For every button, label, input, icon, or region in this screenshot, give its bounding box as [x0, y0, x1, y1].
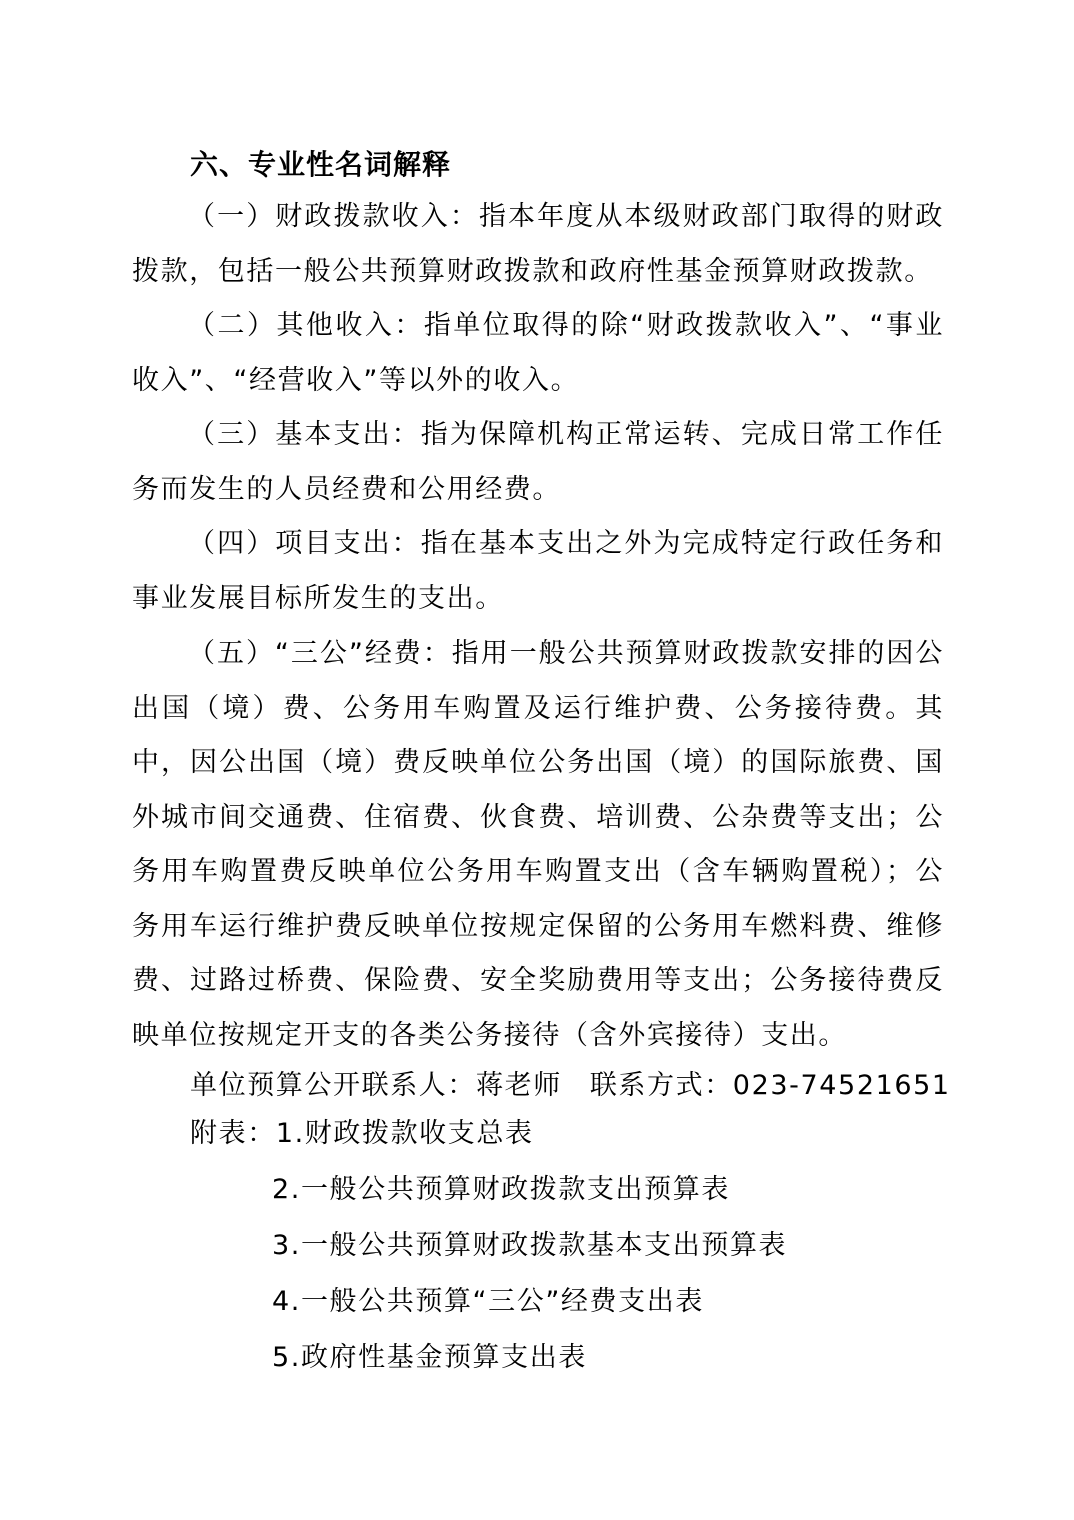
paragraph-other-income: （二）其他收入：指单位取得的除“财政拨款收入”、“事业收入”、“经营收入”等以外的收入。 — [132, 310, 944, 396]
attachment-list-first-line — [190, 1114, 534, 1154]
contact-person: 单位预算公开联系人：蒋老师 — [190, 1070, 562, 1101]
contact-line — [190, 1066, 951, 1106]
contact-method: 联系方式：023-74521651 — [589, 1070, 951, 1101]
attachment-item-2: 2.一般公共预算财政拨款支出预算表 — [272, 1174, 730, 1205]
attachments-label: 附表： — [190, 1118, 276, 1149]
paragraph-basic-expenditure: （三）基本支出：指为保障机构正常运转、完成日常工作任务而发生的人员经费和公用经费。 — [132, 419, 944, 505]
paragraph-fiscal-allocation-income: （一）财政拨款收入：指本年度从本级财政部门取得的财政拨款，包括一般公共预算财政拨款和政府性基金预算财政拨款。 — [132, 201, 944, 287]
attachment-item-1: 1.财政拨款收支总表 — [275, 1118, 534, 1149]
attachment-item-3: 3.一般公共预算财政拨款基本支出预算表 — [272, 1230, 788, 1261]
paragraph-project-expenditure: （四）项目支出：指在基本支出之外为完成特定行政任务和事业发展目标所发生的支出。 — [132, 528, 944, 614]
attachment-item-4: 4.一般公共预算“三公”经费支出表 — [272, 1286, 704, 1317]
paragraph-three-public-expenses: （五）“三公”经费：指用一般公共预算财政拨款安排的因公出国（境）费、公务用车购置及运行维护费、公务接待费。其中，因公出国（境）费反映单位公务出国（境）的国际旅费、国外城市间交通费、住宿费、伙食费、培训费、公杂费等支出；公务用车购置费反映单位公务用车购置支出（含车辆购置税）；公务用车运行维护费反映单位按规定保留的公务用车燃料费、维修费、过路过桥费、保险费、安全奖励费用等支出；公务接待费反映单位按规定开支的各类公务接待（含外宾接待）支出。 — [132, 638, 944, 1051]
attachment-item-5: 5.政府性基金预算支出表 — [272, 1342, 587, 1373]
section-heading: 六、专业性名词解释 — [190, 148, 452, 181]
